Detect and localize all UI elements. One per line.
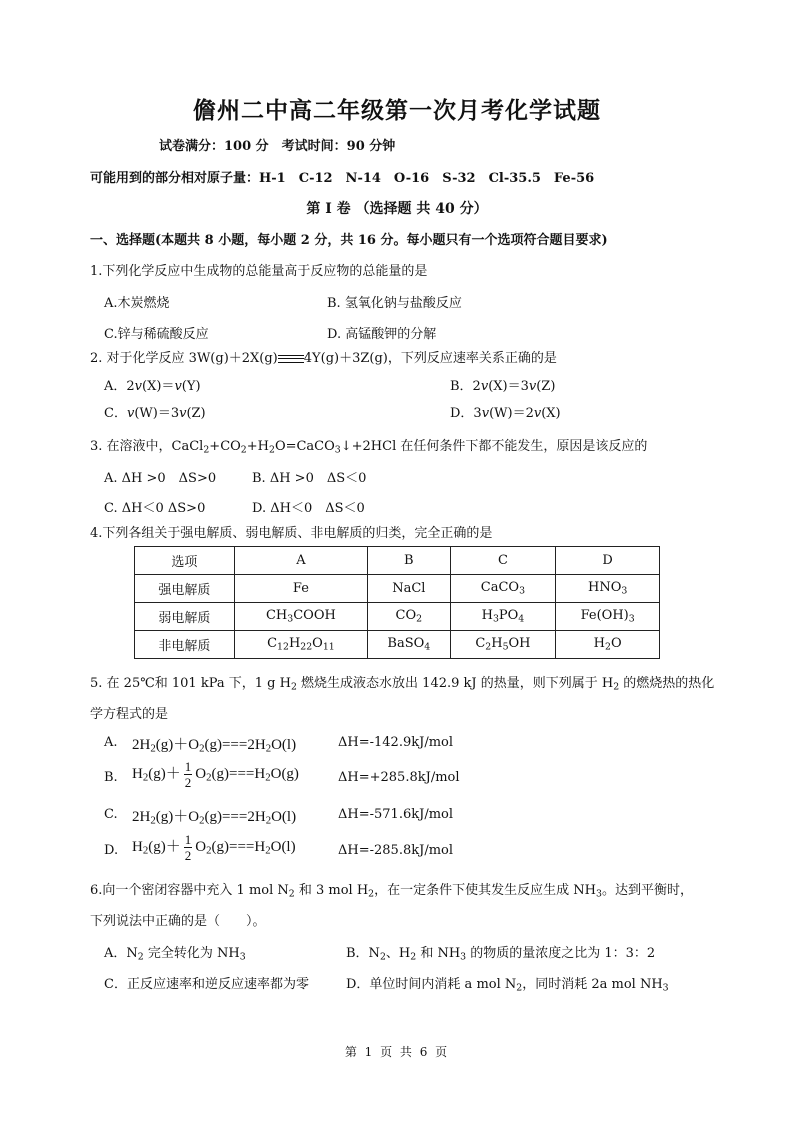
table-header-cell: B <box>368 547 450 575</box>
q5-option-a-label: A. <box>104 735 118 750</box>
atomic-masses: 可能用到的部分相对原子量：H-1 C-12 N-14 O-16 S-32 Cl-35.5 Fe-56 <box>90 171 595 186</box>
table-cell: $HNO_3$ <box>556 575 660 603</box>
table-cell: $CO_2$ <box>368 603 450 631</box>
q5-stem-line2: 学方程式的是 <box>90 707 169 722</box>
table-row <box>135 575 660 603</box>
q1-stem: 1.下列化学反应中生成物的总能量高于反应物的总能量的是 <box>90 264 428 279</box>
page-title: 儋州二中高二年级第一次月考化学试题 <box>193 97 601 124</box>
q1-option-a: A.木炭燃烧 <box>104 296 170 311</box>
q1-option-b: B. 氢氧化钠与盐酸反应 <box>327 296 462 311</box>
q5-option-c-label: C. <box>104 807 118 822</box>
table-cell: 弱电解质 <box>135 603 235 631</box>
page-footer: 第 1 页 共 6 页 <box>344 1045 450 1059</box>
electrolyte-table <box>134 546 660 659</box>
q2-stem-prefix: 2. 对于化学反应 3W(g)＋2X(g) <box>90 351 278 366</box>
q5-option-b-label: B. <box>104 770 118 785</box>
table-row <box>135 603 660 631</box>
q6-option-a: A．$N_2$ 完全转化为 $NH_3$ <box>104 946 246 963</box>
q5-option-b-dh: ΔH=+285.8kJ/mol <box>338 770 460 785</box>
part-title: 一、选择题(本题共 8 小题，每小题 2 分，共 16 分。每小题只有一个选项符合题目要求) <box>90 233 608 248</box>
table-cell: $Fe(OH)_3$ <box>556 603 660 631</box>
triple-equals <box>278 355 304 363</box>
table-cell: Fe <box>234 575 367 603</box>
table-cell: $C_{12}H_{22}O_{11}$ <box>234 631 367 659</box>
table-header-row <box>135 547 660 575</box>
q6-stem-line2: 下列说法中正确的是（ ）。 <box>90 914 266 929</box>
q5-stem-line1: 5. 在 25℃和 101 kPa 下，1 g $H_2$ 燃烧生成液态水放出 142.9 kJ 的热量，则下列属于 $H_2$ 的燃烧热的热化 <box>90 676 715 693</box>
q1-option-c: C.锌与稀硫酸反应 <box>104 327 209 342</box>
q2-option-a: A．2v(X)＝v(Y) <box>104 379 201 394</box>
table-cell: $H_3PO_4$ <box>450 603 556 631</box>
table-cell: 非电解质 <box>135 631 235 659</box>
q5-option-d-equation: $H_2(g)+$ $\frac{1}{2}$ $O_2(g)===H_2O(l)$ <box>132 832 296 863</box>
q3-option-a: A. ΔH >0 ΔS>0 <box>104 471 217 486</box>
q5-option-a-equation: $2H_2(g)+O_2(g)===2H_2O(l)$ <box>132 737 297 755</box>
table-cell: $CH_3COOH$ <box>234 603 367 631</box>
q6-option-c: C．正反应速率和逆反应速率都为零 <box>104 977 309 992</box>
q6-option-d: D．单位时间内消耗 a mol $N_2$，同时消耗 2a mol $NH_3$ <box>346 977 669 994</box>
q2-option-c: C．v(W)＝3v(Z) <box>104 406 206 421</box>
q6-stem-line1: 6.向一个密闭容器中充入 1 mol $N_2$ 和 3 mol $H_2$，在一定条件下使其发生反应生成 $NH_3$。达到平衡时， <box>90 883 693 900</box>
table-cell: NaCl <box>368 575 450 603</box>
q5-option-a-dh: ΔH=-142.9kJ/mol <box>338 735 454 750</box>
q4-stem: 4.下列各组关于强电解质、弱电解质、非电解质的归类，完全正确的是 <box>90 526 493 541</box>
q5-option-b-equation: $H_2(g)+$ $\frac{1}{2}$ $O_2(g)===H_2O(g)$ <box>132 759 299 790</box>
q5-option-d-label: D. <box>104 843 119 858</box>
q3-option-c: C. ΔH＜0 ΔS>0 <box>104 501 206 516</box>
table-row <box>135 631 660 659</box>
q5-option-d-dh: ΔH=-285.8kJ/mol <box>338 843 454 858</box>
q2-stem-mid: 4Y(g)＋3Z(g)，下列反应速率关系正确的是 <box>303 351 557 366</box>
table-cell: 强电解质 <box>135 575 235 603</box>
q2-option-b: B．2v(X)＝3v(Z) <box>450 379 556 394</box>
table-header-cell: C <box>450 547 556 575</box>
table-cell: CaCO$_3$ <box>450 575 556 603</box>
q6-option-b: B．$N_2$、$H_2$ 和 $NH_3$ 的物质的量浓度之比为 1：3：2 <box>346 946 656 963</box>
q3-stem: 3. 在溶液中，$CaCl_2+CO_2+H_2O=CaCO_3↓+2HCl$ 在任何条件下都不能发生，原因是该反应的 <box>90 439 648 456</box>
q3-option-b: B. ΔH >0 ΔS＜0 <box>252 471 367 486</box>
volume-title: 第 I 卷 （选择题 共 40 分） <box>306 201 488 217</box>
table-cell: BaSO$_4$ <box>368 631 450 659</box>
q1-option-d: D. 高锰酸钾的分解 <box>327 327 437 342</box>
q5-option-c-dh: ΔH=-571.6kJ/mol <box>338 807 454 822</box>
table-header-cell: A <box>234 547 367 575</box>
table-header-cell: 选项 <box>135 547 235 575</box>
table-cell: $C_2H_5OH$ <box>450 631 556 659</box>
q2-stem <box>90 347 557 366</box>
exam-meta: 试卷满分：100 分 考试时间：90 分钟 <box>159 139 396 154</box>
table-cell: $H_2O$ <box>556 631 660 659</box>
table-header-cell: D <box>556 547 660 575</box>
q2-option-d: D．3v(W)＝2v(X) <box>450 406 561 421</box>
q3-option-d: D. ΔH＜0 ΔS＜0 <box>252 501 365 516</box>
q5-option-c-equation: $2H_2(g)+O_2(g)===2H_2O(l)$ <box>132 809 297 827</box>
